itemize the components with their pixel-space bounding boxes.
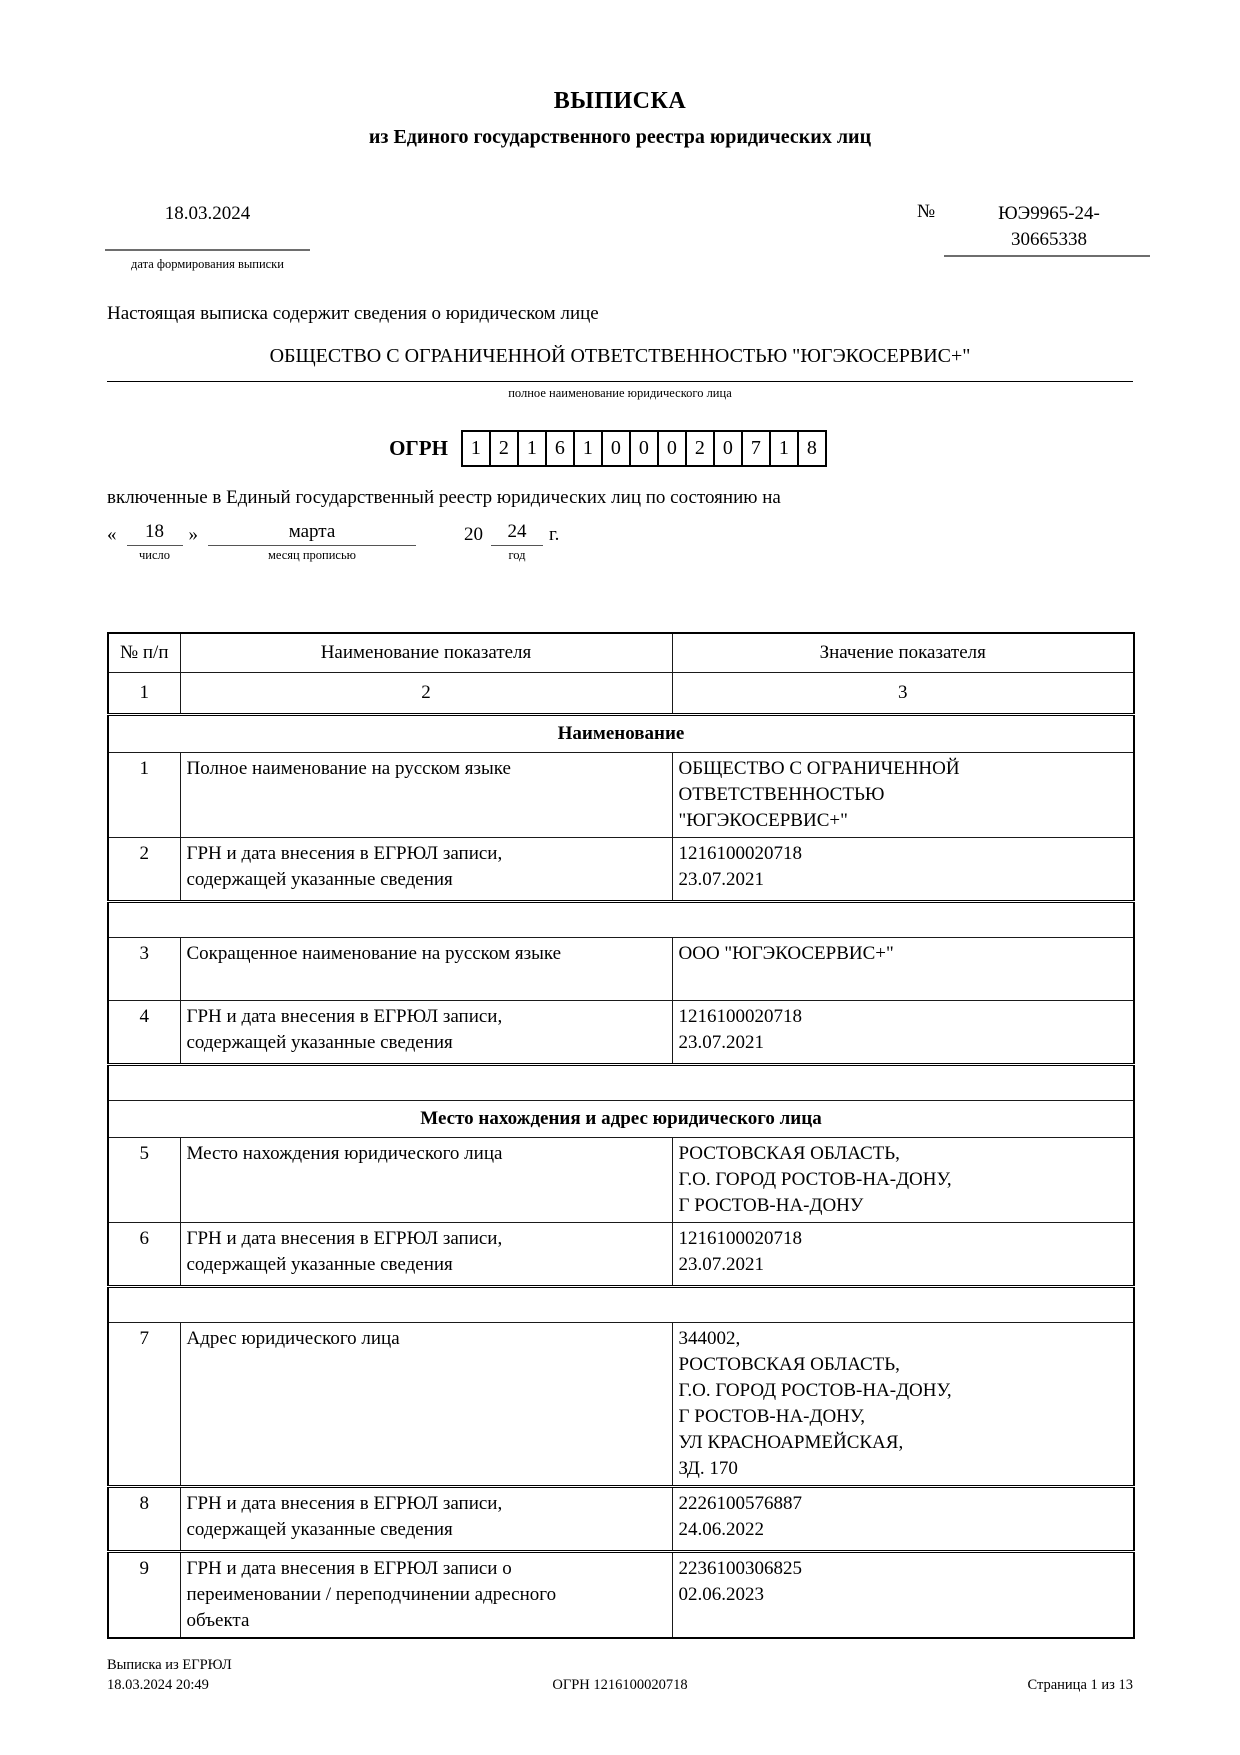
year-blank [491, 521, 543, 562]
row-name: Полное наименование на русском языке [180, 753, 672, 838]
formation-date: 18.03.2024 [164, 203, 251, 224]
ogrn-digit: 1 [461, 430, 491, 467]
company-name: ОБЩЕСТВО С ОГРАНИЧЕННОЙ ОТВЕТСТВЕННОСТЬЮ "ЮГЭКОСЕРВИС+" [269, 345, 971, 367]
company-name-underline [107, 381, 1133, 382]
table-row [108, 938, 1134, 1001]
row-value: ООО "ЮГЭКОСЕРВИС+" [672, 938, 1134, 1001]
table-row [108, 1487, 1134, 1552]
row-name: ГРН и дата внесения в ЕГРЮЛ записи, содержащей указанные сведения [180, 1001, 672, 1065]
extract-number-line1: ЮЭ9965-24- [998, 203, 1100, 224]
row-value: 2226100576887 24.06.2022 [672, 1487, 1134, 1552]
ogrn-digit: 8 [797, 430, 827, 467]
year-label: год [508, 548, 526, 562]
spacer-row [108, 1287, 1134, 1323]
row-value: 1216100020718 23.07.2021 [672, 1223, 1134, 1287]
quote-close: » [188, 524, 198, 545]
col-number: 2 [180, 673, 672, 715]
row-number: 3 [108, 938, 180, 1001]
ogrn-digit: 2 [685, 430, 715, 467]
century-value: 20 [464, 524, 483, 545]
ogrn-digit: 0 [657, 430, 687, 467]
row-name: ГРН и дата внесения в ЕГРЮЛ записи о переименовании / переподчинении адресного объекта [180, 1552, 672, 1639]
year-value: 24 [507, 521, 527, 542]
row-number: 8 [108, 1487, 180, 1552]
spacer-row [108, 902, 1134, 938]
document-title: ВЫПИСКА [553, 88, 687, 114]
number-sign: № [917, 201, 936, 222]
document-subtitle: из Единого государственного реестра юридических лиц [368, 126, 872, 148]
ogrn-label: ОГРН [389, 436, 448, 460]
extract-number-underline [944, 255, 1150, 257]
row-name: Адрес юридического лица [180, 1323, 672, 1487]
day-label: число [138, 548, 170, 562]
as-of-line: включенные в Единый государственный реестр юридических лиц по состоянию на [107, 487, 781, 508]
row-number: 9 [108, 1552, 180, 1639]
row-name: ГРН и дата внесения в ЕГРЮЛ записи, содержащей указанные сведения [180, 1223, 672, 1287]
footer-row [107, 1677, 1133, 1694]
ogrn-row [0, 430, 1228, 467]
table-row [108, 1323, 1134, 1487]
section-title: Место нахождения и адрес юридического лица [108, 1101, 1134, 1138]
row-number: 1 [108, 753, 180, 838]
day-blank [127, 521, 183, 562]
extract-number-line2: 30665338 [1011, 229, 1087, 250]
footer-timestamp: 18.03.2024 20:49 [107, 1677, 209, 1693]
section-header-name [108, 715, 1134, 753]
row-number: 2 [108, 838, 180, 902]
ogrn-digit: 1 [517, 430, 547, 467]
attributes-table [107, 632, 1135, 1639]
as-of-date-fill [107, 521, 560, 562]
day-value: 18 [145, 521, 164, 542]
row-name: ГРН и дата внесения в ЕГРЮЛ записи, содержащей указанные сведения [180, 838, 672, 902]
footer-ogrn: ОГРН 1216100020718 [552, 1677, 688, 1693]
section-title: Наименование [108, 715, 1134, 753]
ogrn-digit: 1 [769, 430, 799, 467]
ogrn-digit: 6 [545, 430, 575, 467]
month-value: марта [288, 521, 336, 542]
table-row [108, 1552, 1134, 1639]
col-header-num: № п/п [108, 633, 180, 673]
column-numbers-row [108, 673, 1134, 715]
row-value: 1216100020718 23.07.2021 [672, 838, 1134, 902]
row-number: 5 [108, 1138, 180, 1223]
company-name-label: полное наименование юридического лица [508, 386, 732, 400]
row-number: 6 [108, 1223, 180, 1287]
footer-doc-type: Выписка из ЕГРЮЛ [107, 1657, 232, 1673]
table-row [108, 838, 1134, 902]
table-row [108, 1138, 1134, 1223]
ogrn-digit: 0 [601, 430, 631, 467]
row-value: 1216100020718 23.07.2021 [672, 1001, 1134, 1065]
formation-date-label: дата формирования выписки [131, 257, 284, 271]
section-header-location [108, 1101, 1134, 1138]
row-name: Сокращенное наименование на русском языке [180, 938, 672, 1001]
ogrn-digit: 7 [741, 430, 771, 467]
ogrn-digit-boxes [461, 430, 827, 467]
intro-line: Настоящая выписка содержит сведения о юридическом лице [107, 303, 599, 324]
row-value: ОБЩЕСТВО С ОГРАНИЧЕННОЙ ОТВЕТСТВЕННОСТЬЮ "ЮГЭКОСЕРВИС+" [672, 753, 1134, 838]
row-number: 7 [108, 1323, 180, 1487]
table-row [108, 1001, 1134, 1065]
col-number: 1 [108, 673, 180, 715]
col-header-name: Наименование показателя [180, 633, 672, 673]
row-name: Место нахождения юридического лица [180, 1138, 672, 1223]
formation-date-underline [105, 249, 310, 251]
row-number: 4 [108, 1001, 180, 1065]
row-value: РОСТОВСКАЯ ОБЛАСТЬ, Г.О. ГОРОД РОСТОВ-НА-ДОНУ, Г РОСТОВ-НА-ДОНУ [672, 1138, 1134, 1223]
extract-number [958, 201, 1140, 253]
spacer-row [108, 1065, 1134, 1101]
row-value: 2236100306825 02.06.2023 [672, 1552, 1134, 1639]
year-suffix: г. [549, 524, 560, 545]
col-number: 3 [672, 673, 1134, 715]
ogrn-digit: 0 [629, 430, 659, 467]
row-value: 344002, РОСТОВСКАЯ ОБЛАСТЬ, Г.О. ГОРОД РОСТОВ-НА-ДОНУ, Г РОСТОВ-НА-ДОНУ, УЛ КРАСНОАРМЕЙСКАЯ, ЗД. 170 [672, 1323, 1134, 1487]
ogrn-digit: 1 [573, 430, 603, 467]
footer-page-number: Страница 1 из 13 [1027, 1677, 1133, 1693]
col-header-value: Значение показателя [672, 633, 1134, 673]
quote-open: « [107, 524, 117, 545]
month-label: месяц прописью [267, 548, 357, 562]
attributes-table-wrap [107, 632, 1133, 1639]
table-header-row [108, 633, 1134, 673]
table-row [108, 1223, 1134, 1287]
month-blank [208, 521, 416, 562]
ogrn-digit: 0 [713, 430, 743, 467]
table-row [108, 753, 1134, 838]
row-name: ГРН и дата внесения в ЕГРЮЛ записи, содержащей указанные сведения [180, 1487, 672, 1552]
ogrn-digit: 2 [489, 430, 519, 467]
